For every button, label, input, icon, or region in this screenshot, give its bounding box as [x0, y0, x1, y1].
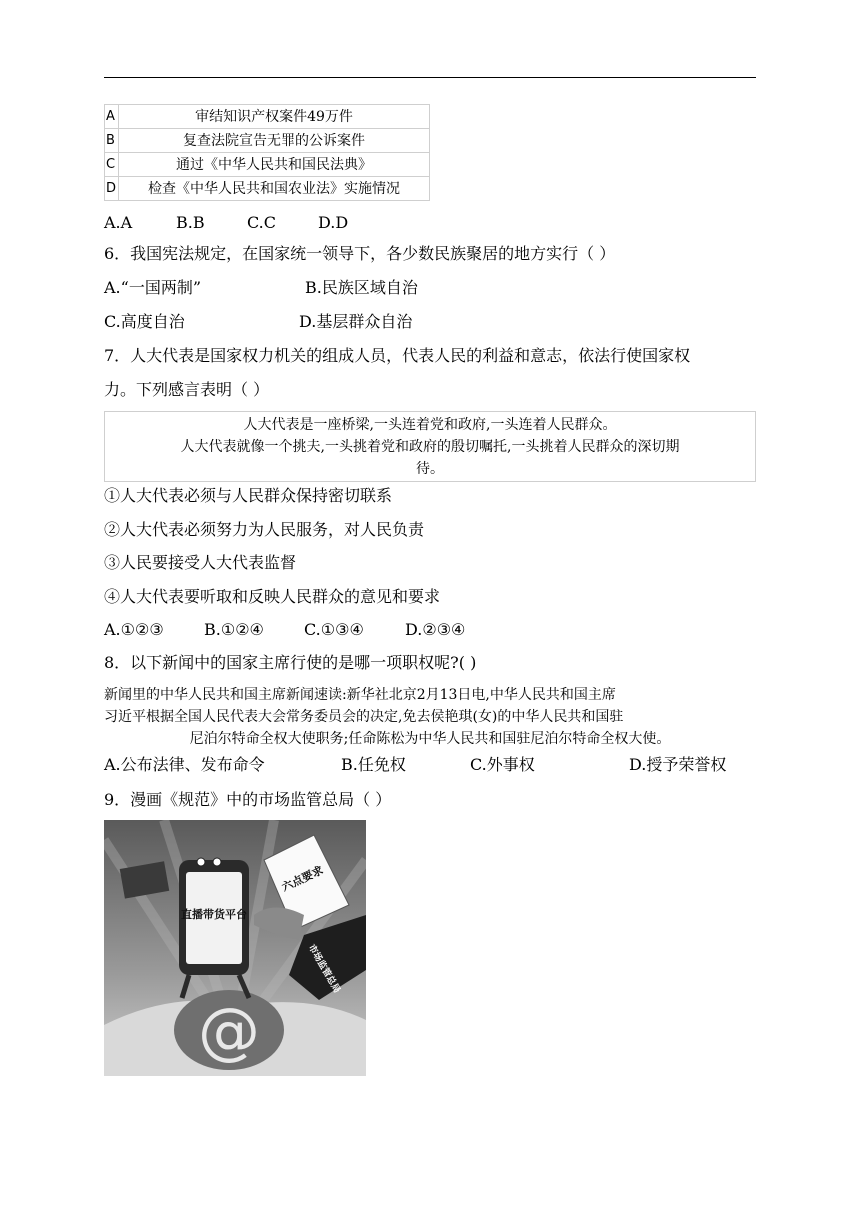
header-rule: [104, 77, 756, 78]
q7-quote-line: 人大代表就像一个挑夫,一头挑着党和政府的殷切嘱托,一头挑着人民群众的深切期: [180, 439, 680, 455]
q7-option-b[interactable]: B.①②④: [204, 620, 264, 639]
q7-stem-line2: 力。下列感言表明（ ）: [104, 380, 270, 399]
row-text: 检查《中华人民共和国农业法》实施情况: [119, 177, 430, 201]
q6-option-b[interactable]: B.民族区域自治: [305, 278, 418, 297]
q7-statement-1: ①人大代表必须与人民群众保持密切联系: [104, 486, 393, 505]
row-text: 审结知识产权案件49万件: [119, 105, 430, 129]
svg-text:@: @: [198, 994, 260, 1067]
cartoon-image: [104, 820, 366, 1076]
row-letter: D: [105, 177, 119, 201]
table-row: [105, 129, 430, 153]
q7-stem-line1: 7．人大代表是国家权力机关的组成人员，代表人民的利益和意志，依法行使国家权: [104, 346, 691, 365]
q5-option-a[interactable]: A.A: [104, 213, 133, 232]
q8-news-line: 习近平根据全国人民代表大会常务委员会的决定,免去侯艳琪(女)的中华人民共和国驻: [104, 709, 624, 725]
table-row: [105, 105, 430, 129]
q8-option-a[interactable]: A.公布法律、发布命令: [104, 755, 265, 774]
q6-stem: 6．我国宪法规定，在国家统一领导下，各少数民族聚居的地方实行（ ）: [104, 244, 616, 263]
q9-stem: 9．漫画《规范》中的市场监管总局（ ）: [104, 790, 392, 809]
at-sign-icon: [174, 990, 284, 1070]
paper-label: 六点要求: [279, 863, 326, 895]
q6-option-a[interactable]: A.“一国两制”: [104, 278, 202, 297]
q8-option-b[interactable]: B.任免权: [341, 755, 406, 774]
q5-option-c[interactable]: C.C: [247, 213, 276, 232]
q5-option-d[interactable]: D.D: [318, 213, 349, 232]
q8-option-d[interactable]: D.授予荣誉权: [629, 755, 727, 774]
table-row: [105, 153, 430, 177]
q7-option-d[interactable]: D.②③④: [405, 620, 466, 639]
table-row: [105, 177, 430, 201]
q7-statement-3: ③人民要接受人大代表监督: [104, 553, 297, 572]
sleeve-label: 市场监管总局: [305, 943, 342, 995]
row-letter: A: [105, 105, 119, 129]
q5-table: [104, 104, 430, 201]
q8-news-box: [104, 684, 756, 750]
q7-quote-line: 待。: [416, 461, 444, 477]
q6-option-c[interactable]: C.高度自治: [104, 312, 185, 331]
q7-option-c[interactable]: C.①③④: [304, 620, 364, 639]
q7-quote-line: 人大代表是一座桥梁,一头连着党和政府,一头连着人民群众。: [243, 417, 617, 433]
row-letter: C: [105, 153, 119, 177]
q7-option-a[interactable]: A.①②③: [104, 620, 164, 639]
q7-statement-4: ④人大代表要听取和反映人民群众的意见和要求: [104, 587, 441, 606]
q8-news-line: 尼泊尔特命全权大使职务;任命陈松为中华人民共和国驻尼泊尔特命全权大使。: [189, 731, 671, 747]
phone-label: 直播带货平台: [181, 908, 247, 921]
q8-option-c[interactable]: C.外事权: [470, 755, 535, 774]
q7-statement-2: ②人大代表必须努力为人民服务，对人民负责: [104, 520, 425, 539]
q7-quote-box: [104, 411, 756, 482]
q8-news-line: 新闻里的中华人民共和国主席新闻速读:新华社北京2月13日电,中华人民共和国主席: [104, 687, 616, 703]
q8-stem: 8．以下新闻中的国家主席行使的是哪一项职权呢?( ): [104, 653, 477, 672]
row-text: 通过《中华人民共和国民法典》: [119, 153, 430, 177]
q5-option-b[interactable]: B.B: [176, 213, 205, 232]
row-text: 复查法院宣告无罪的公诉案件: [119, 129, 430, 153]
q6-option-d[interactable]: D.基层群众自治: [299, 312, 413, 331]
row-letter: B: [105, 129, 119, 153]
